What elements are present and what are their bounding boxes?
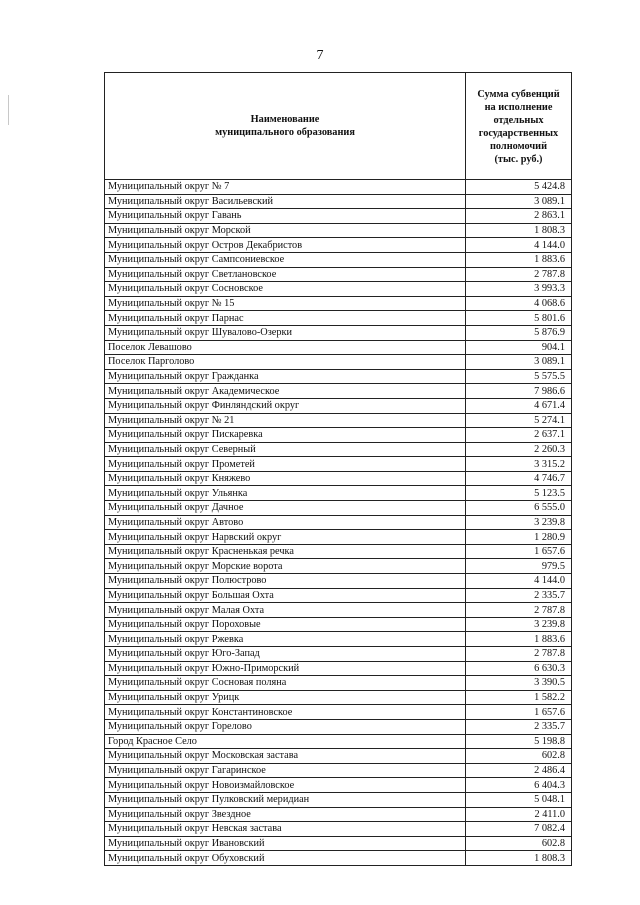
municipality-name-cell: Муниципальный округ Гагаринское <box>105 763 466 778</box>
table-row <box>105 690 572 705</box>
table-row <box>105 296 572 311</box>
header-sum-cell <box>466 73 572 180</box>
municipality-name-cell: Муниципальный округ Новоизмайловское <box>105 778 466 793</box>
subsidy-amount-cell: 6 404.3 <box>466 778 572 793</box>
municipality-name-cell: Муниципальный округ Пулковский меридиан <box>105 792 466 807</box>
municipality-name-cell: Муниципальный округ Шувалово-Озерки <box>105 325 466 340</box>
subsidy-amount-cell: 5 575.5 <box>466 369 572 384</box>
table-row <box>105 559 572 574</box>
subsidy-amount-cell: 1 883.6 <box>466 252 572 267</box>
subsidy-amount-cell: 1 883.6 <box>466 632 572 647</box>
table-row <box>105 223 572 238</box>
table-row <box>105 252 572 267</box>
municipality-name-cell: Муниципальный округ Урицк <box>105 690 466 705</box>
subsidy-amount-cell: 979.5 <box>466 559 572 574</box>
subsidy-table <box>104 72 572 866</box>
municipality-name-cell: Муниципальный округ Гражданка <box>105 369 466 384</box>
municipality-name-cell: Муниципальный округ Дачное <box>105 501 466 516</box>
table-row <box>105 486 572 501</box>
municipality-name-cell: Муниципальный округ Парнас <box>105 311 466 326</box>
table-row <box>105 325 572 340</box>
municipality-name-cell: Муниципальный округ Княжево <box>105 471 466 486</box>
subsidy-amount-cell: 4 144.0 <box>466 238 572 253</box>
table-row <box>105 180 572 195</box>
municipality-name-cell: Муниципальный округ Горелово <box>105 719 466 734</box>
header-sum-line: на исполнение <box>484 102 553 113</box>
subsidy-amount-cell: 5 198.8 <box>466 734 572 749</box>
municipality-name-cell: Муниципальный округ Ивановский <box>105 836 466 851</box>
subsidy-amount-cell: 602.8 <box>466 836 572 851</box>
municipality-name-cell: Муниципальный округ Сосновское <box>105 282 466 297</box>
subsidy-amount-cell: 5 274.1 <box>466 413 572 428</box>
municipality-name-cell: Муниципальный округ Финляндский округ <box>105 398 466 413</box>
subsidy-amount-cell: 5 876.9 <box>466 325 572 340</box>
subsidy-amount-cell: 1 808.3 <box>466 851 572 866</box>
table-row <box>105 428 572 443</box>
municipality-name-cell: Муниципальный округ Васильевский <box>105 194 466 209</box>
municipality-name-cell: Муниципальный округ № 21 <box>105 413 466 428</box>
subsidy-amount-cell: 3 390.5 <box>466 676 572 691</box>
municipality-name-cell: Муниципальный округ Невская застава <box>105 822 466 837</box>
subsidy-amount-cell: 2 486.4 <box>466 763 572 778</box>
subsidy-amount-cell: 602.8 <box>466 749 572 764</box>
municipality-name-cell: Муниципальный округ Константиновское <box>105 705 466 720</box>
municipality-name-cell: Муниципальный округ Красненькая речка <box>105 544 466 559</box>
municipality-name-cell: Муниципальный округ Юго-Запад <box>105 647 466 662</box>
municipality-name-cell: Муниципальный округ Автово <box>105 515 466 530</box>
table-row <box>105 369 572 384</box>
municipality-name-cell: Муниципальный округ Нарвский округ <box>105 530 466 545</box>
municipality-name-cell: Муниципальный округ Обуховский <box>105 851 466 866</box>
table-row <box>105 544 572 559</box>
municipality-name-cell: Муниципальный округ Северный <box>105 442 466 457</box>
header-name-line: муниципального образования <box>215 127 355 138</box>
table-row <box>105 384 572 399</box>
subsidy-amount-cell: 2 787.8 <box>466 267 572 282</box>
subsidy-amount-cell: 6 555.0 <box>466 501 572 516</box>
header-name-cell <box>105 73 466 180</box>
municipality-name-cell: Муниципальный округ Малая Охта <box>105 603 466 618</box>
municipality-name-cell: Муниципальный округ № 7 <box>105 180 466 195</box>
municipality-name-cell: Муниципальный округ Ульянка <box>105 486 466 501</box>
subsidy-amount-cell: 3 315.2 <box>466 457 572 472</box>
municipality-name-cell: Муниципальный округ Морские ворота <box>105 559 466 574</box>
municipality-name-cell: Поселок Парголово <box>105 355 466 370</box>
subsidy-amount-cell: 7 986.6 <box>466 384 572 399</box>
table-body <box>105 180 572 866</box>
table-row <box>105 238 572 253</box>
subsidy-amount-cell: 5 048.1 <box>466 792 572 807</box>
municipality-name-cell: Муниципальный округ Сампсониевское <box>105 252 466 267</box>
header-row <box>105 73 572 180</box>
table-row <box>105 705 572 720</box>
table-header <box>105 73 572 180</box>
subsidy-amount-cell: 3 239.8 <box>466 617 572 632</box>
table-row <box>105 661 572 676</box>
subsidy-amount-cell: 3 239.8 <box>466 515 572 530</box>
subsidy-amount-cell: 5 123.5 <box>466 486 572 501</box>
table-row <box>105 749 572 764</box>
municipality-name-cell: Муниципальный округ Гавань <box>105 209 466 224</box>
subsidy-amount-cell: 2 335.7 <box>466 719 572 734</box>
subsidy-amount-cell: 2 787.8 <box>466 647 572 662</box>
municipality-name-cell: Муниципальный округ Морской <box>105 223 466 238</box>
table-row <box>105 282 572 297</box>
municipality-name-cell: Муниципальный округ Звездное <box>105 807 466 822</box>
municipality-name-cell: Муниципальный округ Пороховые <box>105 617 466 632</box>
subsidy-amount-cell: 7 082.4 <box>466 822 572 837</box>
municipality-name-cell: Муниципальный округ Прометей <box>105 457 466 472</box>
subsidy-amount-cell: 2 411.0 <box>466 807 572 822</box>
table-row <box>105 311 572 326</box>
table-row <box>105 807 572 822</box>
table-row <box>105 822 572 837</box>
table-row <box>105 413 572 428</box>
table-row <box>105 457 572 472</box>
table-row <box>105 676 572 691</box>
table-row <box>105 647 572 662</box>
subsidy-amount-cell: 2 787.8 <box>466 603 572 618</box>
header-sum-line: (тыс. руб.) <box>494 154 543 165</box>
subsidy-amount-cell: 4 144.0 <box>466 574 572 589</box>
margin-mark <box>8 95 9 125</box>
subsidy-amount-cell: 1 582.2 <box>466 690 572 705</box>
subsidy-amount-cell: 2 863.1 <box>466 209 572 224</box>
header-sum-line: отдельных <box>493 115 544 126</box>
table-row <box>105 588 572 603</box>
municipality-name-cell: Муниципальный округ Светлановское <box>105 267 466 282</box>
table-row <box>105 851 572 866</box>
municipality-name-cell: Муниципальный округ Полюстрово <box>105 574 466 589</box>
table-row <box>105 617 572 632</box>
table-row <box>105 209 572 224</box>
municipality-name-cell: Муниципальный округ Сосновая поляна <box>105 676 466 691</box>
municipality-name-cell: Муниципальный округ Ржевка <box>105 632 466 647</box>
table-row <box>105 836 572 851</box>
subsidy-amount-cell: 904.1 <box>466 340 572 355</box>
municipality-name-cell: Город Красное Село <box>105 734 466 749</box>
subsidy-amount-cell: 1 808.3 <box>466 223 572 238</box>
table-row <box>105 442 572 457</box>
municipality-name-cell: Муниципальный округ Московская застава <box>105 749 466 764</box>
table-row <box>105 574 572 589</box>
municipality-name-cell: Муниципальный округ Большая Охта <box>105 588 466 603</box>
header-sum-line: государственных <box>478 128 559 139</box>
page-number: 7 <box>316 48 324 63</box>
municipality-name-cell: Муниципальный округ Южно-Приморский <box>105 661 466 676</box>
municipality-name-cell: Муниципальный округ Остров Декабристов <box>105 238 466 253</box>
table-row <box>105 530 572 545</box>
subsidy-amount-cell: 3 089.1 <box>466 194 572 209</box>
subsidy-amount-cell: 2 637.1 <box>466 428 572 443</box>
header-sum-line: полномочий <box>489 141 548 152</box>
subsidy-amount-cell: 5 424.8 <box>466 180 572 195</box>
table-row <box>105 632 572 647</box>
subsidy-amount-cell: 4 746.7 <box>466 471 572 486</box>
table-row <box>105 340 572 355</box>
table-row <box>105 792 572 807</box>
subsidy-amount-cell: 6 630.3 <box>466 661 572 676</box>
table-row <box>105 194 572 209</box>
table-row <box>105 398 572 413</box>
municipality-name-cell: Муниципальный округ Академическое <box>105 384 466 399</box>
table-row <box>105 719 572 734</box>
header-sum-line: Сумма субвенций <box>477 89 560 100</box>
table-row <box>105 471 572 486</box>
subsidy-amount-cell: 5 801.6 <box>466 311 572 326</box>
subsidy-amount-cell: 4 671.4 <box>466 398 572 413</box>
subsidy-amount-cell: 4 068.6 <box>466 296 572 311</box>
municipality-name-cell: Муниципальный округ № 15 <box>105 296 466 311</box>
subsidy-amount-cell: 1 280.9 <box>466 530 572 545</box>
subsidy-amount-cell: 3 089.1 <box>466 355 572 370</box>
subsidy-amount-cell: 1 657.6 <box>466 544 572 559</box>
table-row <box>105 355 572 370</box>
subsidy-amount-cell: 2 335.7 <box>466 588 572 603</box>
table-row <box>105 603 572 618</box>
table-row <box>105 267 572 282</box>
header-name-line: Наименование <box>250 114 320 125</box>
table-row <box>105 501 572 516</box>
subsidy-amount-cell: 3 993.3 <box>466 282 572 297</box>
table-row <box>105 734 572 749</box>
municipality-name-cell: Муниципальный округ Пискаревка <box>105 428 466 443</box>
subsidy-amount-cell: 1 657.6 <box>466 705 572 720</box>
table-row <box>105 778 572 793</box>
municipality-name-cell: Поселок Левашово <box>105 340 466 355</box>
table-row <box>105 763 572 778</box>
table-row <box>105 515 572 530</box>
subsidy-amount-cell: 2 260.3 <box>466 442 572 457</box>
